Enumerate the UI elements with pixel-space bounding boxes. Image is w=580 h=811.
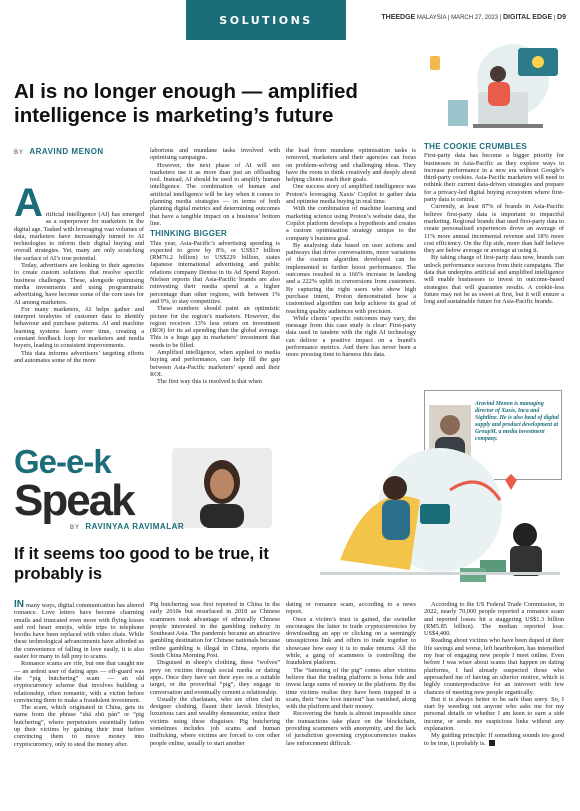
paragraph: Pig butchering was first reported in China in the early 2010s but resurfaced in 2018 as Chinese scammers took advantage of ethnically Chinese people interested in the gambling industry in Southeast Asia. The pandemic became an attractive gambling destination for Chinese nationals because online gambling is illegal in China, reports the South China Morning Post. [150,601,280,660]
paragraph: Once a victim’s trust is gained, the swindler encourages the latter to trade cryptocurrencies by downloading an app or clicking on a seemingly unsuspicious link and offers to trade together to showcase how easy it is to make returns. All the while, a gang of scammers is controlling the fraudulent platform. [286,615,416,667]
section-label: SOLUTIONS [219,13,313,27]
paragraph: Reading about victims who have been duped of their life savings and worse, left heartbroken, has intensified my fear of engaging new people I meet online. Even before I was wiser about scams that happen on dating platforms, I had already suspected those who approached me of having an ulterior motive, which is highly counterproductive for an introvert with few chances of meeting new people organically. [424,637,564,696]
edition-name: MALAYSIA [416,15,447,21]
paragraph: By taking charge of first-party data now, brands can unlock performance success from their campaigns. The data that underpins artificial and amplified intelligence will enable businesses to invest in outcome-based strategies that will guarantee results. A cookie-less future may not be as sweet at first, but it will ensure a long and sustainable future for Asia-Pacific brands. [424,254,564,306]
paragraph: The “fattening of the pig” comes after victims believe that the trading platform is bona fide and invest large sums of money in the platform. By the time victims realise they have been trapped in a scam, their “new love interest” has vanished, along with the platform and their money. [286,666,416,711]
article1-column-4 [424,143,564,306]
author-name: ARAVIND MENON [29,147,104,156]
paragraph-text: many ways, digital communication has altered romance. Love letters have become charming emails and truncated even more with flying kisses and red heart emojis, while trips to telephone booths have been replaced with video chats. While these technological advancements have afforded us the convenience of falling in love easily, it is also easier for many to fall prey to scams. [14,602,144,661]
paragraph: With the combination of machine learning and marketing science using Proton’s website data, the Copilot platform develops a hypothesis and creates a custom optimisation strategy unique to the company’s business goal. [286,205,416,242]
paragraph: dating or romance scam, according to a news report. [286,601,416,616]
issue-date: MARCH 27, 2023 [451,15,499,21]
subheading: THE COOKIE CRUMBLES [424,142,528,151]
byline-prefix: BY [14,150,25,156]
paragraph: One success story of amplified intelligence was Proton’s leveraging Xaxis’ Copilot to gather data and optimise media buying in real time. [286,183,416,206]
drop-cap: A [14,181,43,225]
paragraph: However, the next phase of AI will see marketers use it as more than just an offloading tool. Instead, AI should be used to amplify human intelligence. The combination of human and artificial intelligence will be key when it comes to planning media strategies — in terms of both planning digital metrics and determining outcomes that have a tangible impact on a business’ bottom line. [150,161,280,227]
paragraph: This data informs advertisers’ targeting efforts and automates some of the more [14,349,144,364]
column-brand [14,445,134,523]
paragraph: Disguised in sheep’s clothing, these “wolves” prey on victims through social media or dating apps. Once they have set their eyes on a suitable target, or the proverbial “pig”, they engage in conversation and eventually cement a relationship. [150,659,280,696]
article-title: AI is no longer enough — amplified intelligence is marketing’s future [14,80,358,127]
paragraph: Currently, at least 87% of brands in Asia-Pacific believe first-party data is important to impactful marketing. Regional brands that used first-party data to create personalised experiences drove an average of 11% more annual incremental revenue and 18% more cost efficiency. On the flip side, more than half believe they are below average or average at using it. [424,203,564,255]
paragraph: the load from mundane optimisation tasks is removed, marketers and their agencies can focus on problem-solving and challenging ideas. They have the room to think creatively and deeply about helping clients reach their goals. [286,147,416,184]
columnist-portrait [172,448,272,528]
author-bio: Aravind Menon is managing director of Xaxis, Inca and Sightline. He is also head of digital supply and product development at GroupM, a media investment company. [475,401,559,442]
article2-column-3 [286,601,416,747]
article1-column-1 [14,181,144,364]
article2-title: If it seems too good to be true, it probably is [14,545,269,583]
article-byline [14,147,104,156]
paragraph: Usually the charlatans, who are often clad in designer clothing, flaunt their lavish lifestyles, luxurious cars and wealthy demeanour, entice their victims using these disguises. Pig butchering sometimes includes job scams and human trafficking, where victims are forced to con other people online, usually to start another [150,695,280,747]
paragraph: Recovering the funds is almost impossible since the transactions take place on the blockchain, providing scammers with anonymity, and the lack of jurisdiction governing cryptocurrencies makes law enforcement difficult. [286,710,416,747]
paragraph [424,732,564,747]
byline-prefix: BY [70,525,81,531]
author-name: RAVINYAA RAVIMALAR [85,522,185,531]
paragraph: First-party data has become a bigger priority for businesses in Asia-Pacific as they explore ways to increase performance in a new era without Google’s third-party cookies. Asia-Pacific marketers will need to rethink their current data-driven strategies and prepare for a privacy-led digital buying ecosystem where first-party data is central. [424,152,564,204]
paragraph: Today, advertisers are looking to their agencies to create custom solutions that resolve specific business challenges. These, alongside optimising media investments and using programmatic advertising, have become some of the core uses for AI among marketers. [14,262,144,306]
paragraph: According to the US Federal Trade Commission, in 2022, nearly 70,000 people reported a romance scam and reported losses hit a staggering US$1.3 billion (RM5.85 billion). The median reported loss: US$4,400. [424,601,564,638]
paragraph: This year, Asia-Pacific’s advertising spending is expected to grow by 8%, or US$17 billion (RM76.2 billion) to US$229 billion, states Japanese international advertising and public relations company Dentsu in its Ad Spend Report. Nielsen reports that Asia-Pacific brands are also reinvesting their media spend at a higher percentage than other regions, with between 1% and 9%, to stay competitive. [150,239,280,305]
paragraph-text: My guiding principle: If something sounds too good to be true, it probably is. [424,732,564,747]
brand-bottom: Speak [14,476,134,525]
paragraph: Amplified intelligence, when applied to media buying and performance, can help fill the gap between Asia-Pacific marketers’ spend and their ROI. [150,349,280,378]
paragraph: The first way this is resolved is that when [157,378,262,386]
article2-column-2 [150,601,280,747]
paragraph: While clients’ specific outcomes may vary, the message from this case study is clear: First-party data used in tandem with the right AI technology can deliver a positive impact on a brand’s performance metrics. And there has never been a more pressing time to harness this data. [286,314,416,359]
section-name: DIGITAL EDGE [503,14,553,21]
article2-column-1 [14,601,144,748]
paragraph: laborious and mundane tasks involved with optimising campaigns. [150,147,280,162]
paragraph: For many marketers, AI helps gather and interpret terabytes of customer data to identify behaviour and purchase patterns. AI and machine learning systems learn over time, creating a constant feedback loop for marketers and media buyers, leading to consistent improvements. [14,305,144,350]
paragraph: But it is always better to be safe than sorry. So, I start by weeding out anyone who asks me for my personal details or whether I am keen to earn a side income, or sends me suspicious links without any explanation. [424,695,564,733]
section-tab [186,0,346,40]
paragraph: These numbers should paint an optimistic picture for the region’s marketers. However, the region receives 13% less return on investment (ROI) for its ad spending than the global average. This is a huge gap in marketers’ investment that needs to be filled. [150,305,280,349]
page-number: D9 [557,14,566,21]
scam-illustration [300,440,570,590]
drop-cap: IN [14,599,24,610]
end-mark-icon [489,740,495,746]
paragraph: rtificial intelligence (AI) has emerged as a superpower for marketers in the digital age. Tasked with leveraging vast volumes of data, marketers have increasingly turned to AI technologies to inform their digital buying and overall strategies. Yet, many are only scratching the surface of AI’s true potential. [14,211,144,262]
column-byline [70,522,184,531]
paragraph: The scam, which originated in China, gets its name from the phrase “shā zhū pán” or “pig butchering”, where perpetrators essentially fatten up their victims by gaining their trust before convincing them to move money into cryptocurrency, only to steal the money after. [14,704,144,748]
paragraph: Romance scams are rife, but one that caught me — an ardent user of dating apps — off-guard was the “pig butchering” scam — an old cryptocurrency scheme that involves building a relationship, often romantic, with a victim before convincing them to make a fraudulent investment. [14,660,144,704]
article1-column-3 [286,147,416,359]
article2-column-4 [424,601,564,747]
brand-top: Ge-e-k [14,443,111,480]
paragraph [14,601,144,660]
publication-name: THEEDGE [381,14,416,21]
article1-column-2 [150,147,280,386]
page-header-info: THEEDGE MALAYSIA | MARCH 27, 2023 | DIGITAL EDGE | D9 [381,14,566,21]
subheading: THINKING BIGGER [150,229,227,239]
paragraph: By analysing data based on user actions and pathways that drive conversations, more variations of the custom algorithm developed can be implemented to further boost performance. The outcomes resulted in a 166% increase in landing and a 222% uplift in conversions from customers. By capturing the right users who show high purchase intent, Proton demonstrated how a customised algorithm can help achieve its goal of reaching quality audiences with precision. [286,241,416,315]
